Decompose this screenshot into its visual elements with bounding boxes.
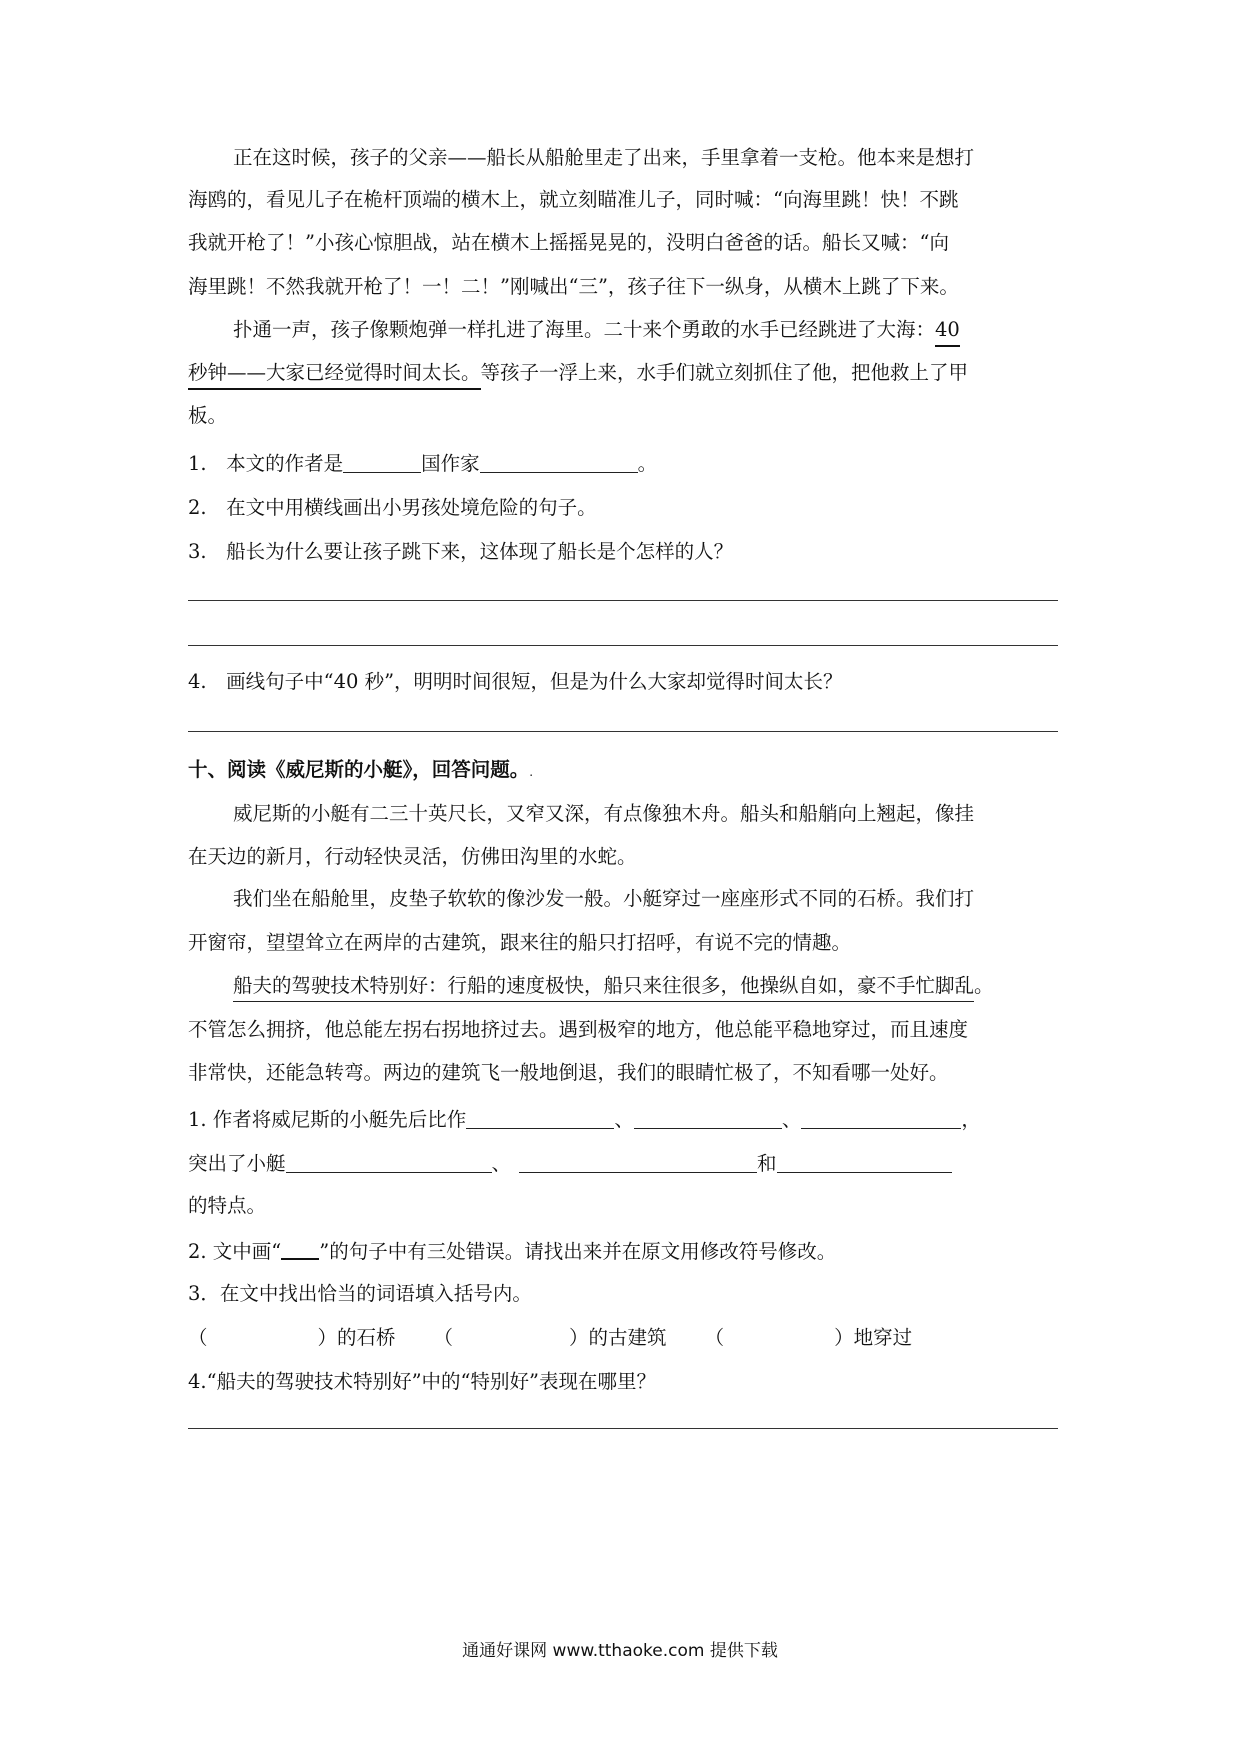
text: 。 (974, 974, 994, 997)
section-title: 十、阅读《威尼斯的小艇》，回答问题。 (188, 758, 530, 781)
question-text: 。 (637, 452, 658, 475)
answer-line[interactable] (188, 1428, 1058, 1429)
question-2-3-fill (188, 1328, 1058, 1348)
underline-mark (281, 1240, 319, 1260)
question-4: 4. 画线句子中“40 秒”，明明时间很短，但是为什么大家却觉得时间太长？ (188, 670, 843, 693)
separator: 、 (614, 1108, 634, 1131)
underlined-sentence: 船夫的驾驶技术特别好：行船的速度极快，船只来往很多，他操纵自如，豪不手忙脚乱 (233, 974, 974, 1002)
question-text: 1. 本文的作者是 (188, 452, 344, 475)
question-2-1-line2 (188, 1152, 1058, 1174)
passage1-line: 正在这时候，孩子的父亲——船长从船舱里走了出来，手里拿着一支枪。他本来是想打 (233, 146, 975, 169)
question-text: 突出了小艇 (188, 1152, 286, 1175)
heading-dot: . (529, 765, 534, 779)
answer-blank[interactable] (777, 1152, 952, 1173)
passage1-line: 海鸥的，看见儿子在桅杆顶端的横木上，就立刻瞄准儿子，同时喊：“向海里跳！快！不跳 (188, 188, 959, 211)
separator: 、 (491, 1152, 512, 1175)
question-2-4: 4.“船夫的驾驶技术特别好”中的“特别好”表现在哪里？ (188, 1370, 656, 1393)
answer-line[interactable] (188, 645, 1058, 646)
passage1-line: 板。 (188, 404, 228, 427)
question-text: ”的句子中有三处错误。请找出来并在原文用修改符号修改。 (319, 1240, 837, 1263)
question-2-1 (188, 1108, 1058, 1130)
separator: 和 (757, 1152, 777, 1175)
passage2-line: 非常快，还能急转弯。两边的建筑飞一般地倒退，我们的眼睛忙极了，不知看哪一处好。 (188, 1061, 949, 1084)
question-3: 3. 船长为什么要让孩子跳下来，这体现了船长是个怎样的人？ (188, 540, 734, 563)
answer-blank[interactable] (519, 1152, 757, 1173)
question-text: 国作家 (421, 452, 480, 475)
answer-line[interactable] (188, 600, 1058, 601)
question-2-2 (188, 1240, 1058, 1262)
footer-text: 通通好课网 www.tthaoke.com 提供下载 (462, 1641, 778, 1661)
paren-label: ）的古建筑 (569, 1326, 667, 1349)
text: 等孩子一浮上来，水手们就立刻抓住了他，把他救上了甲 (480, 361, 969, 384)
passage2-line: 不管怎么拥挤，他总能左拐右拐地挤过去。遇到极窄的地方，他总能平稳地穿过，而且速度 (188, 1018, 969, 1041)
question-2-1-line3: 的特点。 (188, 1194, 267, 1217)
answer-blank[interactable] (801, 1108, 961, 1129)
answer-blank[interactable] (286, 1152, 492, 1173)
paren-label: ）地穿过 (834, 1326, 913, 1349)
paren-open: （ (704, 1326, 725, 1349)
paren-open: （ (188, 1326, 208, 1349)
underlined-sentence: 秒钟——大家已经觉得时间太长。 (188, 361, 481, 390)
question-text: 1. 作者将威尼斯的小艇先后比作 (188, 1108, 467, 1131)
paren-label: ）的石桥 (317, 1326, 396, 1349)
passage2-line (233, 976, 1103, 996)
separator: 、 (781, 1108, 802, 1131)
passage1-paragraph2-line (188, 363, 1058, 383)
question-1 (188, 452, 1058, 474)
answer-blank[interactable] (343, 452, 421, 473)
answer-blank[interactable] (634, 1108, 782, 1129)
passage1-line: 海里跳！不然我就开枪了！一！二！”刚喊出“三”，孩子往下一纵身，从横木上跳了下来。 (188, 275, 959, 298)
answer-blank[interactable] (480, 452, 638, 473)
passage2-line: 我们坐在船舱里，皮垫子软软的像沙发一般。小艇穿过一座座形式不同的石桥。我们打 (233, 887, 975, 910)
question-text: 2. 文中画“ (188, 1240, 282, 1263)
question-2: 2. 在文中用横线画出小男孩处境危险的句子。 (188, 496, 597, 519)
answer-blank[interactable] (466, 1108, 614, 1129)
passage1-paragraph2-line (233, 320, 1103, 340)
passage2-line: 在天边的新月，行动轻快灵活，仿佛田沟里的水蛇。 (188, 845, 637, 868)
passage2-line: 威尼斯的小艇有二三十英尺长，又窄又深，有点像独木舟。船头和船艄向上翘起，像挂 (233, 802, 975, 825)
answer-line[interactable] (188, 731, 1058, 732)
passage2-line: 开窗帘，望望耸立在两岸的古建筑，跟来往的船只打招呼，有说不完的情趣。 (188, 931, 852, 954)
passage1-line: 我就开枪了！”小孩心惊胆战，站在横木上摇摇晃晃的，没明白爸爸的话。船长又喊：“向 (188, 231, 949, 254)
question-2-3: 3．在文中找出恰当的词语填入括号内。 (188, 1282, 532, 1305)
paren-open: （ (433, 1326, 454, 1349)
separator: ， (961, 1108, 981, 1131)
section-heading (188, 760, 1058, 780)
text: 扑通一声，孩子像颗炮弹一样扎进了海里。二十来个勇敢的水手已经跳进了大海： (233, 318, 936, 341)
underlined-text: 40 (935, 318, 960, 347)
